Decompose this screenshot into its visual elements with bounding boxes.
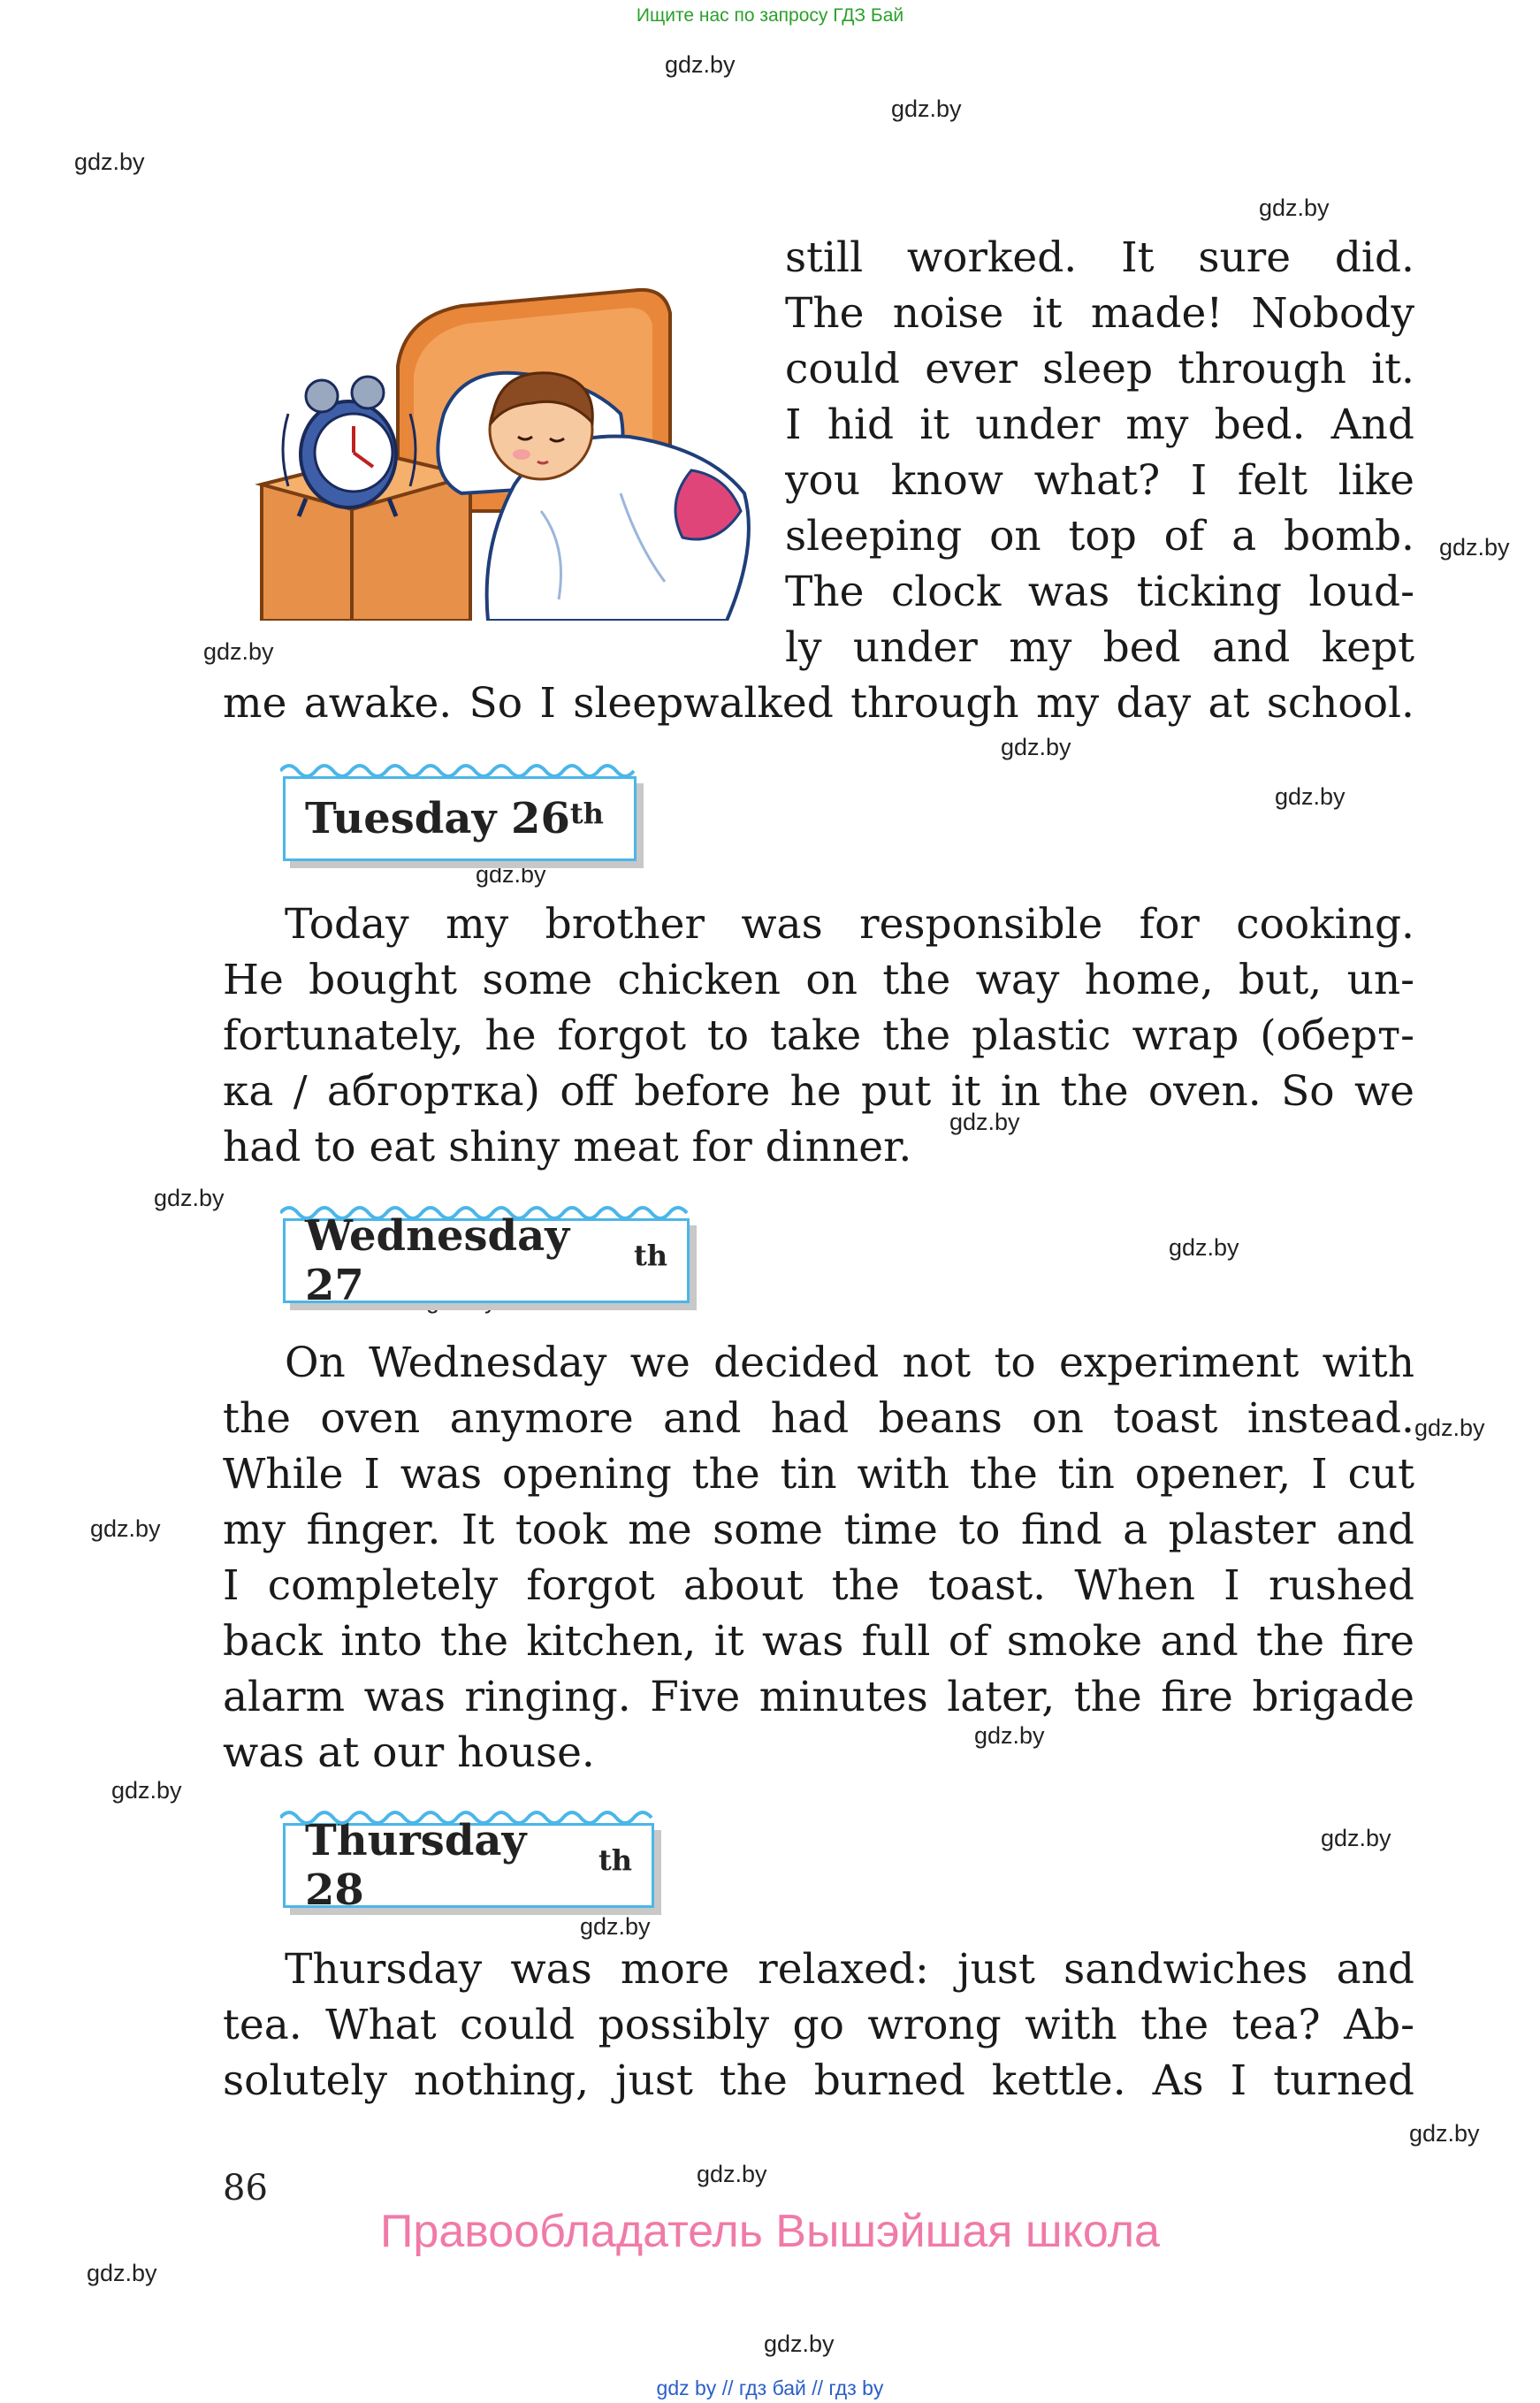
thursday-paragraph — [223, 1941, 1414, 2109]
watermark: gdz.by — [111, 1777, 182, 1804]
text-line: me awake. So I sleepwalked through my day at school. — [223, 679, 1414, 728]
watermark: gdz.by — [1321, 1825, 1391, 1851]
watermark: gdz.by — [1169, 1234, 1239, 1261]
tuesday-paragraph — [223, 896, 1414, 1175]
watermark: gdz.by — [1439, 534, 1510, 561]
text-line: ly under my bed and kept — [785, 623, 1414, 672]
copyright-notice: Правообладатель Вышэйшая школа — [380, 2206, 1160, 2257]
sleeping-boy-illustration — [249, 281, 759, 621]
watermark: gdz.by — [1001, 734, 1071, 760]
watermark: gdz.by — [74, 149, 145, 175]
text-line: fortunately, he forgot to take the plastic wrap (оберт- — [223, 1011, 1414, 1060]
text-line: On Wednesday we decided not to experiment with — [285, 1339, 1414, 1387]
day-title: Wednesday 27 — [305, 1211, 570, 1310]
watermark: gdz.by — [1409, 2120, 1480, 2147]
text-line: still worked. It sure did. — [785, 233, 1414, 282]
watermark: gdz.by — [1259, 195, 1330, 221]
wavy-edge — [280, 1805, 657, 1825]
day-title: Thursday 28 — [305, 1816, 527, 1915]
day-ordinal: th — [633, 1239, 667, 1272]
watermark: gdz.by — [665, 51, 736, 78]
footer-links[interactable]: gdz by // гдз бай // гдз by — [656, 2376, 884, 2399]
watermark: gdz.by — [697, 2161, 767, 2187]
watermark: gdz.by — [87, 2260, 157, 2286]
text-line: Thursday was more relaxed: just sandwiches and — [285, 1945, 1414, 1994]
text-line: I completely forgot about the toast. When I rushed — [223, 1561, 1414, 1610]
text-line: The clock was ticking loud- — [785, 568, 1414, 616]
day-title: Tuesday 26 — [305, 794, 570, 843]
watermark: gdz.by — [949, 1109, 1020, 1135]
text-line: sleeping on top of a bomb. — [785, 512, 1414, 561]
day-label-tuesday — [283, 776, 637, 861]
intro-paragraph-end — [223, 675, 1414, 731]
text-line: alarm was ringing. Five minutes later, the fire brigade — [223, 1673, 1414, 1721]
text-line: back into the kitchen, it was full of smoke and the fire — [223, 1617, 1414, 1666]
text-line: could ever sleep through it. — [785, 345, 1414, 393]
day-label-thursday — [283, 1816, 654, 1915]
day-label-wednesday — [283, 1211, 690, 1310]
watermark: gdz.by — [203, 638, 274, 665]
wavy-edge — [280, 1201, 692, 1220]
day-ordinal: th — [598, 1843, 632, 1877]
watermark: gdz.by — [1414, 1415, 1485, 1441]
wednesday-paragraph — [223, 1335, 1414, 1781]
intro-paragraph — [785, 230, 1414, 675]
day-ordinal: th — [569, 797, 604, 830]
text-line: ка / абгортка) off before he put it in the oven. So we — [223, 1067, 1414, 1116]
text-line: He bought some chicken on the way home, but, un- — [223, 956, 1414, 1004]
text-line: Today my brother was responsible for cooking. — [285, 900, 1414, 949]
watermark: gdz.by — [580, 1913, 651, 1940]
text-line: solutely nothing, just the burned kettle. As I turned — [223, 2056, 1414, 2105]
text-line: was at our house. — [223, 1728, 595, 1777]
text-line: The noise it made! Nobody — [785, 289, 1414, 338]
text-line: I hid it under my bed. And — [785, 400, 1414, 449]
watermark: gdz.by — [764, 2331, 835, 2357]
watermark: gdz.by — [154, 1185, 225, 1211]
text-line: tea. What could possibly go wrong with the tea? Ab- — [223, 2001, 1414, 2049]
text-line: the oven anymore and had beans on toast instead. — [223, 1394, 1414, 1443]
watermark: gdz.by — [476, 861, 546, 888]
watermark: gdz.by — [974, 1722, 1045, 1749]
watermark: gdz.by — [90, 1515, 161, 1542]
page-number: 86 — [223, 2168, 268, 2208]
top-banner[interactable]: Ищите нас по запросу ГДЗ Бай — [636, 5, 904, 26]
text-line: had to eat shiny meat for dinner. — [223, 1123, 912, 1171]
text-line: While I was opening the tin with the tin opener, I cut — [223, 1450, 1414, 1499]
watermark: gdz.by — [1275, 783, 1346, 810]
watermark: gdz.by — [891, 95, 962, 122]
text-line: you know what? I felt like — [785, 456, 1414, 505]
wavy-edge — [280, 759, 639, 778]
text-line: my finger. It took me some time to find a plaster and — [223, 1506, 1414, 1554]
